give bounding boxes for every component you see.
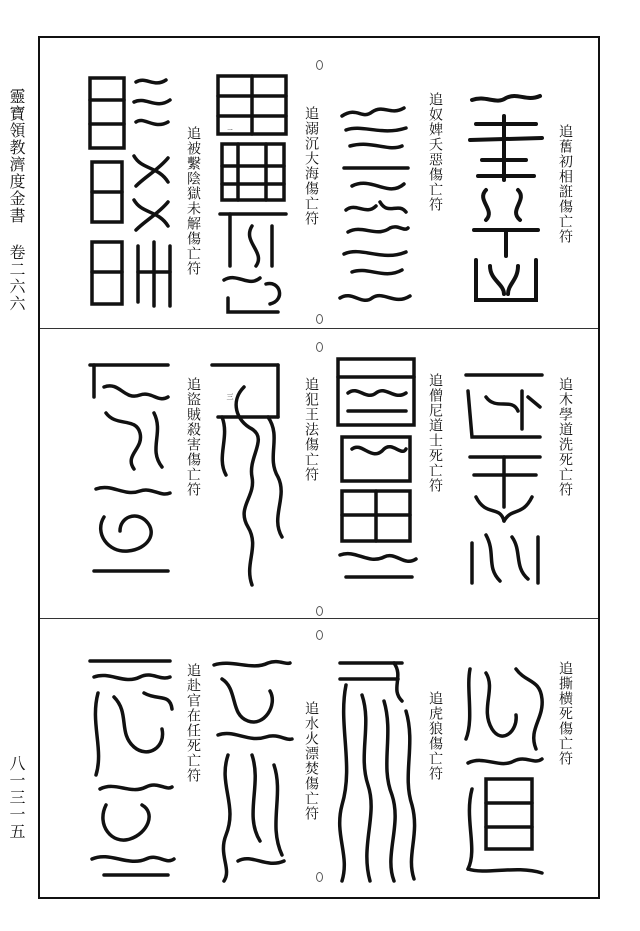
talisman-label: 追奴婢夭惡傷亡符 (427, 92, 443, 212)
talisman-11 (208, 655, 328, 887)
page-frame (38, 36, 600, 899)
section-marker: 二 (226, 128, 234, 136)
binding-hole (316, 60, 323, 70)
talisman-glyph-image (456, 367, 552, 597)
side-title: 靈寶領教濟度金書 卷二六六 (7, 88, 26, 312)
binding-hole (316, 314, 323, 324)
talisman-6 (332, 353, 452, 593)
talisman-panel-2 (40, 329, 598, 619)
talisman-panel-1 (40, 38, 598, 329)
talisman-label: 追盜賊殺害傷亡符 (185, 377, 201, 497)
talisman-glyph-image (332, 353, 420, 593)
talisman-4 (84, 66, 214, 322)
talisman-glyph-image (84, 357, 178, 593)
talisman-glyph-image (208, 66, 296, 322)
talisman-glyph-image (332, 76, 418, 322)
talisman-3 (208, 66, 328, 322)
page-number: 八一三一五 (7, 755, 26, 840)
talisman-5 (456, 367, 586, 597)
talisman-glyph-image (84, 66, 180, 322)
talisman-label: 追虎狼傷亡符 (427, 691, 443, 781)
talisman-1 (456, 80, 586, 320)
talisman-label: 追水火漂焚傷亡符 (303, 701, 319, 821)
talisman-label: 追木學道洗死亡符 (557, 377, 573, 497)
talisman-label: 追撕横死傷亡符 (557, 661, 573, 766)
talisman-glyph-image (208, 655, 296, 887)
talisman-label: 追𦾔初相誑傷亡符 (557, 124, 573, 244)
talisman-label: 追被繫陰獄未解傷亡符 (185, 126, 201, 276)
talisman-label: 追僧尼道士死亡符 (427, 373, 443, 493)
section-marker: 三 (226, 393, 234, 401)
talisman-label: 追溺沉大海傷亡符 (303, 106, 319, 226)
talisman-9 (456, 659, 586, 885)
talisman-2 (332, 76, 452, 322)
talisman-label: 追犯王法傷亡符 (303, 377, 319, 482)
talisman-10 (332, 655, 452, 889)
talisman-glyph-image (208, 357, 296, 593)
talisman-label: 追赴官在任死亡符 (185, 663, 201, 783)
talisman-glyph-image (456, 80, 552, 320)
talisman-glyph-image (84, 653, 178, 887)
talisman-8 (84, 357, 214, 593)
talisman-glyph-image (456, 659, 552, 885)
talisman-panel-3 (40, 619, 598, 897)
binding-hole (316, 606, 323, 616)
talisman-12 (84, 653, 214, 887)
talisman-glyph-image (332, 655, 420, 889)
